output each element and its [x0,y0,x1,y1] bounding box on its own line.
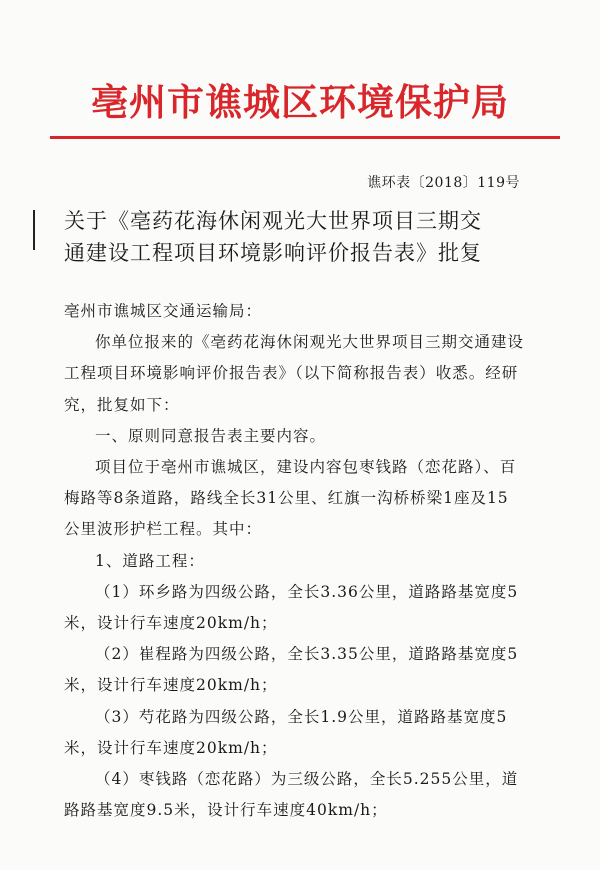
road-item: （4）枣钱路（恋花路）为三级公路，全长5.255公里，道路路基宽度9.5米，设计行车速度40km/h； [64,770,519,820]
section-heading: 一、原则同意报告表主要内容。 [95,426,327,445]
subsection-heading: 1、道路工程： [95,551,205,570]
document-title [64,205,544,269]
body-paragraph: 项目位于亳州市谯城区，建设内容包枣钱路（恋花路）、百梅路等8条道路，路线全长31公里、红旗一沟桥桥梁1座及15公里波形护栏工程。其中： [64,458,517,539]
road-item: （2）崔程路为四级公路，全长3.35公里，道路路基宽度5米，设计行车速度20km/h； [64,645,519,695]
document-body [64,296,524,826]
issuing-agency-header: 亳州市谯城区环境保护局 [91,80,509,124]
title-line-1: 关于《亳药花海休闲观光大世界项目三期交 [64,209,482,233]
margin-mark [33,210,35,250]
red-header-rule [50,136,560,139]
recipient-line: 亳州市谯城区交通运输局： [64,302,263,320]
title-line-2: 通建设工程项目环境影响评价报告表》批复 [64,241,482,265]
road-item: （1）环乡路为四级公路，全长3.36公里，道路路基宽度5米，设计行车速度20km/h； [64,582,519,633]
document-number: 谯环表〔2018〕119号 [367,175,520,191]
road-item: （3）芍花路为四级公路，全长1.9公里，道路路基宽度5米，设计行车速度20km/h； [64,707,508,757]
body-paragraph: 你单位报来的《亳药花海休闲观光大世界项目三期交通建设工程项目环境影响评价报告表》（以下简称报告表）收悉。经研究，批复如下： [64,333,525,414]
